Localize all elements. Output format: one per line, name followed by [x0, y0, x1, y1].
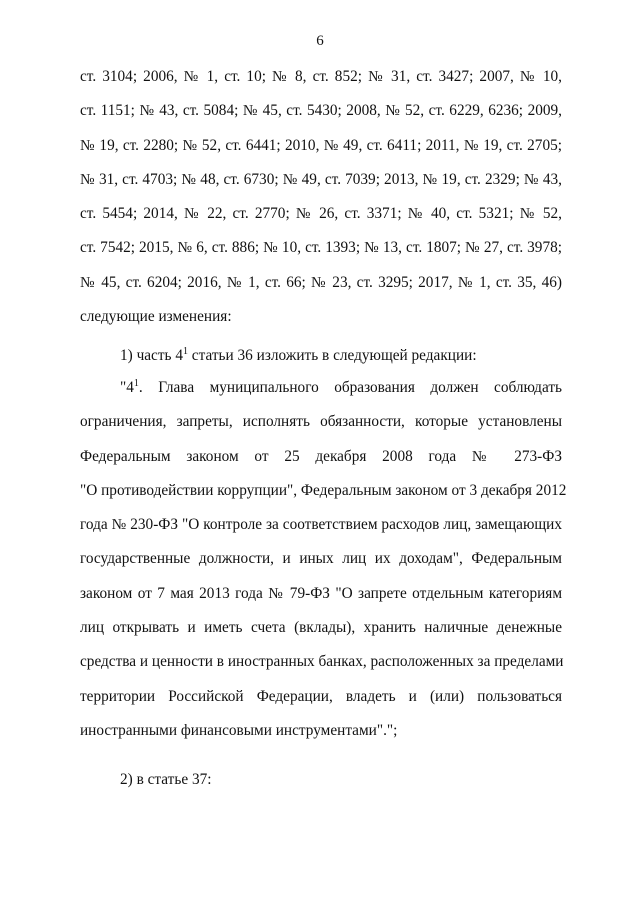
item-1-text-cont: статьи 36 изложить в следующей редакции:: [187, 347, 477, 364]
text-line: № 45, ст. 6204; 2016, № 1, ст. 66; № 23, ст. 3295; 2017, № 1, ст. 35, 46): [80, 273, 562, 291]
superscript: 1: [133, 378, 139, 389]
text-line: средства и ценности в иностранных банках, расположенных за пределами: [80, 653, 564, 671]
text-line: государственные должности, и иных лиц их доходам", Федеральным: [80, 550, 562, 568]
superscript: 1: [182, 346, 188, 357]
text-line: [80, 371, 562, 405]
text-line: следующие изменения:: [80, 308, 232, 326]
text-line: лиц открывать и иметь счета (вклады), хранить наличные денежные: [80, 619, 562, 637]
text-line: Федеральным законом от 25 декабря 2008 года № 273-ФЗ: [80, 447, 562, 465]
amendment-item-1: [120, 346, 477, 366]
item-1-text: 1) часть 4: [120, 347, 183, 364]
references-paragraph: [80, 60, 562, 334]
text-line: иностранными финансовыми инструментами".";: [80, 721, 398, 739]
text-line: территории Российской Федерации, владеть и (или) пользоваться: [80, 687, 562, 705]
quote-start: "4: [120, 379, 134, 396]
text-line: ст. 5454; 2014, № 22, ст. 2770; № 26, ст. 3371; № 40, ст. 5321; № 52,: [80, 205, 562, 223]
quote-start-cont: . Глава муниципального образования должен соблюдать: [138, 379, 562, 396]
amendment-item-2: 2) в статье 37:: [120, 771, 212, 788]
text-line: законом от 7 мая 2013 года № 79-ФЗ "О запрете отдельным категориям: [80, 584, 562, 602]
text-line: ст. 1151; № 43, ст. 5084; № 45, ст. 5430; 2008, № 52, ст. 6229, 6236; 2009,: [80, 102, 562, 120]
text-line: ст. 3104; 2006, № 1, ст. 10; № 8, ст. 852; № 31, ст. 3427; 2007, № 10,: [80, 68, 562, 85]
page-number: 6: [316, 33, 324, 49]
text-line: № 31, ст. 4703; № 48, ст. 6730; № 49, ст. 7039; 2013, № 19, ст. 2329; № 43,: [80, 170, 562, 188]
text-line: ограничения, запреты, исполнять обязанности, которые установлены: [80, 413, 562, 431]
text-line: года № 230-ФЗ "О контроле за соответствием расходов лиц, замещающих: [80, 516, 562, 534]
text-line: № 19, ст. 2280; № 52, ст. 6441; 2010, № 49, ст. 6411; 2011, № 19, ст. 2705;: [80, 136, 562, 154]
text-line: ст. 7542; 2015, № 6, ст. 886; № 10, ст. 1393; № 13, ст. 1807; № 27, ст. 3978;: [80, 239, 562, 257]
quoted-paragraph: [80, 371, 567, 748]
text-line: "О противодействии коррупции", Федеральным законом от 3 декабря 2012: [80, 481, 567, 499]
